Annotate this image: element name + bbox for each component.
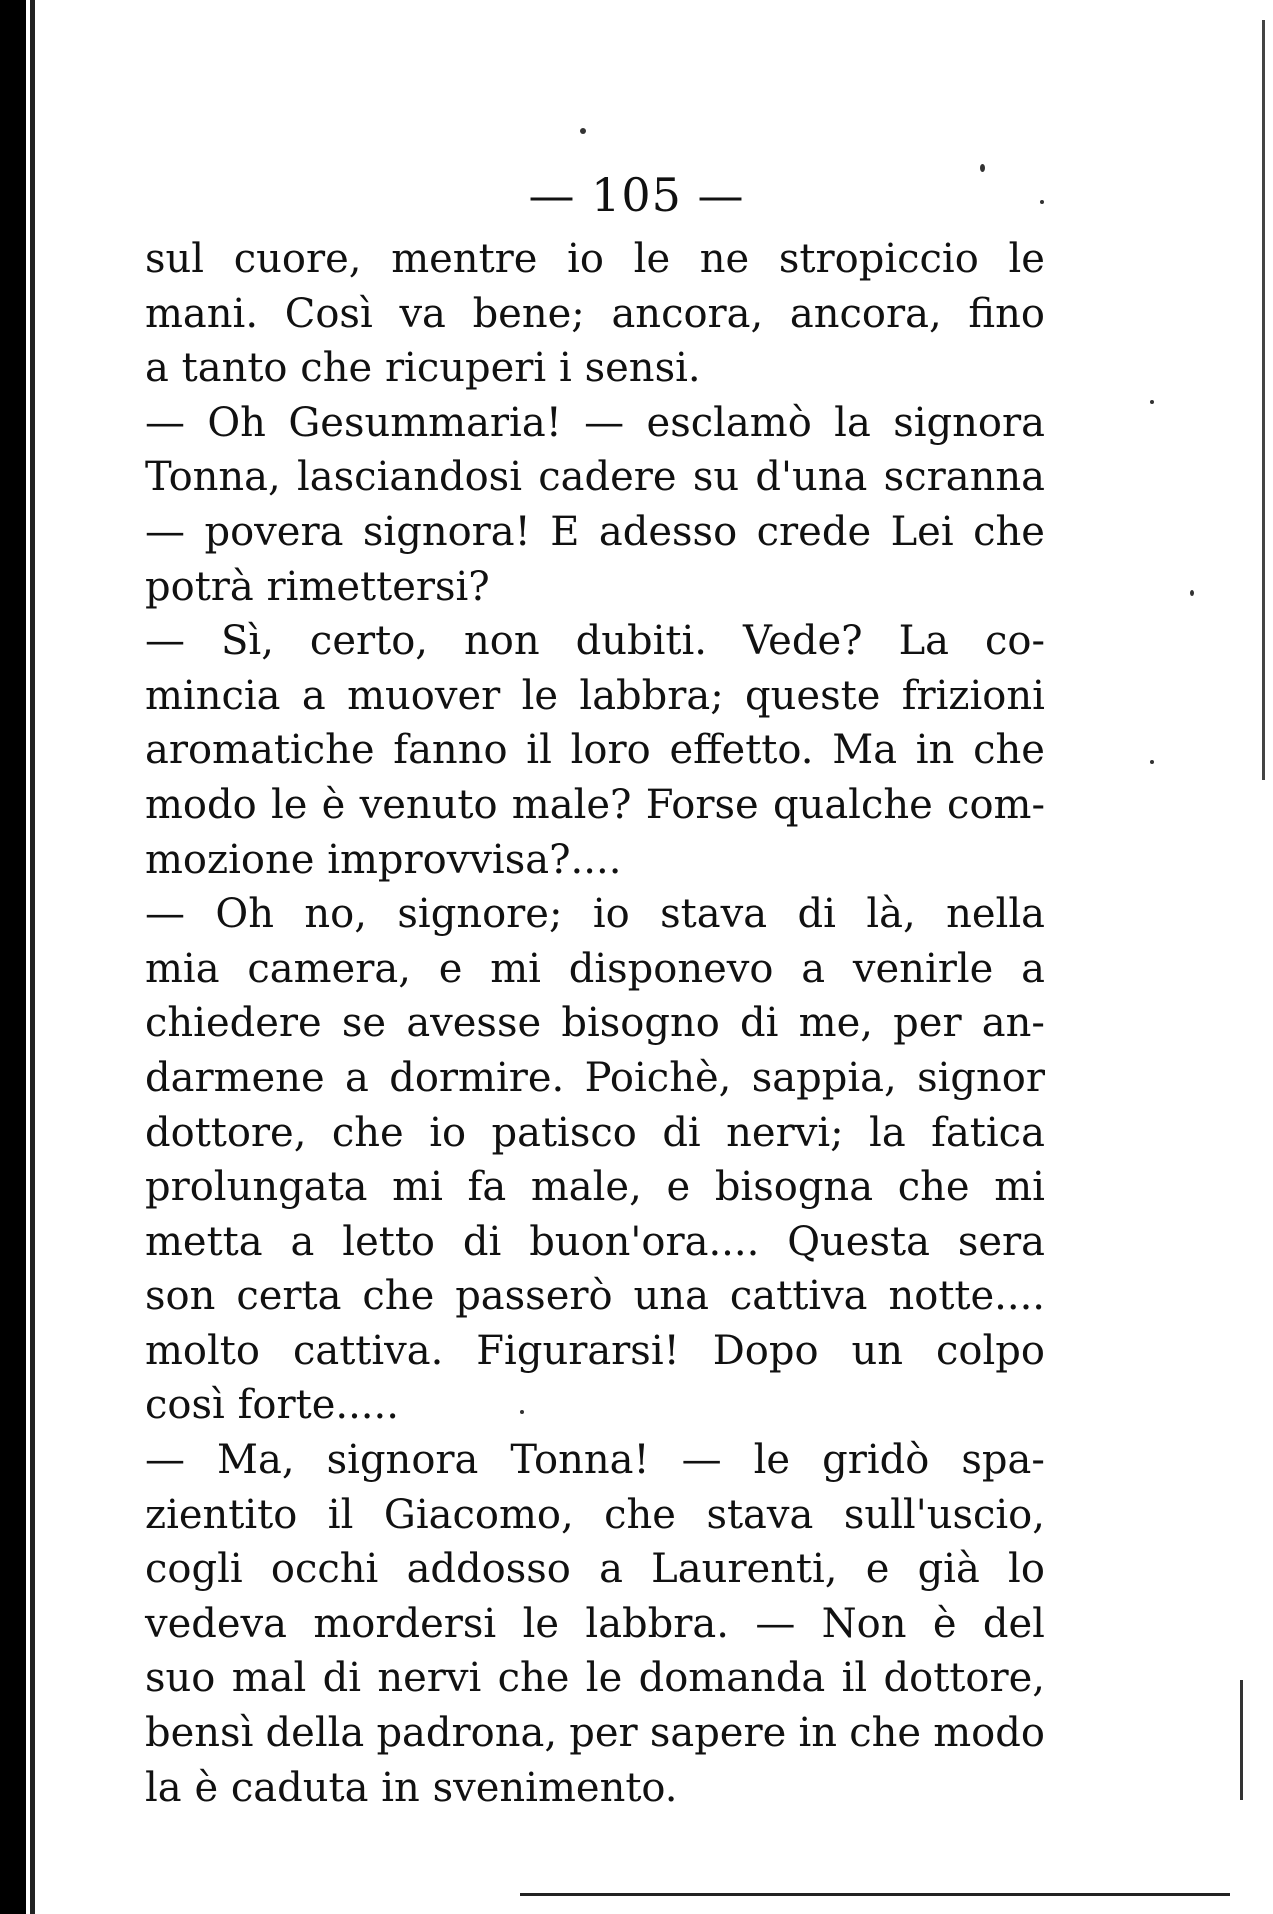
word: lasciandosi (297, 454, 522, 501)
text-line (145, 1324, 1045, 1379)
word: signora (893, 399, 1045, 446)
word: esclamò (646, 399, 812, 446)
word: queste (745, 672, 881, 719)
word: — (145, 891, 185, 938)
page-number: — 105 — (528, 168, 745, 222)
word: nella (946, 891, 1045, 938)
word: che (849, 1710, 922, 1757)
word: — (584, 399, 625, 446)
word: frizioni (901, 672, 1045, 719)
word: venirle (852, 945, 994, 992)
word: male? (511, 781, 632, 828)
word: ne (699, 236, 750, 282)
word: certo, (309, 618, 428, 665)
word: prolungata (145, 1164, 368, 1211)
word: signor (917, 1054, 1045, 1101)
word: il (327, 1491, 354, 1538)
word: sapere (649, 1710, 787, 1757)
text-line (145, 560, 1045, 615)
word: Dopo (712, 1327, 819, 1374)
word: del (982, 1600, 1045, 1647)
word: dottore, (883, 1655, 1045, 1702)
word: io (592, 891, 630, 938)
text-line (145, 1651, 1045, 1706)
word: modo (933, 1710, 1045, 1757)
word: bisogno (561, 1000, 720, 1047)
scan-edge-right (1262, 20, 1265, 780)
word: metta (145, 1218, 263, 1265)
word: notte.... (888, 1273, 1045, 1320)
word: che (604, 1491, 676, 1538)
word: cattiva. (292, 1327, 444, 1374)
word: e (865, 1546, 890, 1593)
text-line (145, 1706, 1045, 1761)
word: — (145, 508, 185, 555)
word: le (633, 236, 671, 282)
word: passerò (455, 1273, 613, 1320)
word: le (522, 1600, 560, 1647)
word: sappia, (751, 1054, 897, 1101)
word: gridò (822, 1437, 930, 1484)
word: a (1021, 945, 1045, 992)
word: modo (145, 781, 257, 828)
text-line (145, 1597, 1045, 1652)
text-line (145, 996, 1045, 1051)
word: signore; (397, 891, 563, 938)
word: aromatiche (145, 727, 375, 774)
word: me, (798, 1000, 873, 1047)
word: Vede? (742, 618, 863, 665)
word: dormire. (389, 1054, 565, 1101)
word: Così (284, 290, 373, 337)
text-line (145, 887, 1045, 942)
scan-speck (580, 128, 586, 134)
word: le (753, 1437, 791, 1484)
word: bene; (472, 290, 585, 337)
word: una (633, 1273, 709, 1320)
word: Tonna! (510, 1437, 650, 1484)
word: cadere (538, 454, 677, 501)
word: mal (231, 1655, 307, 1702)
text-line (145, 1106, 1045, 1161)
text-line (145, 723, 1045, 778)
word: qualche (772, 781, 933, 828)
word: di (322, 1655, 362, 1702)
word: fa (467, 1164, 507, 1211)
word: sera (957, 1218, 1045, 1265)
word: adesso (598, 508, 738, 555)
word: stropiccio (778, 236, 979, 282)
word: mi (490, 945, 541, 992)
word: mentre (391, 236, 538, 282)
word: — (145, 618, 185, 665)
word: crede (756, 508, 872, 555)
word: addosso (406, 1546, 571, 1593)
word: Sì, (221, 618, 274, 665)
word: scranna (883, 454, 1045, 501)
word: spa- (961, 1437, 1045, 1484)
word: — (145, 1437, 185, 1484)
word: stava (660, 891, 768, 938)
word: che (973, 508, 1045, 555)
word: venuto (359, 781, 498, 828)
word: a (801, 945, 826, 992)
word: Ma, (217, 1437, 295, 1484)
word: darmene (145, 1054, 325, 1101)
word: già (917, 1546, 980, 1593)
word: della (265, 1710, 365, 1757)
word: occhi (270, 1546, 379, 1593)
word: il (841, 1655, 868, 1702)
text-line (145, 942, 1045, 997)
word: Non (821, 1600, 907, 1647)
word: mani. (145, 290, 259, 337)
word: buon'ora.... (529, 1218, 760, 1265)
word: — (681, 1437, 722, 1484)
word: Gesummaria! (288, 399, 562, 446)
word: io (429, 1109, 467, 1156)
text-line (145, 287, 1045, 342)
word: mincia (145, 672, 281, 719)
word: di (740, 1000, 779, 1047)
word: a (290, 1218, 315, 1265)
scan-speck (1150, 760, 1154, 764)
word: labbra; (579, 672, 724, 719)
text-line (145, 232, 1045, 287)
word: Giacomo, (383, 1491, 574, 1538)
word: muover (347, 672, 501, 719)
word: di (462, 1218, 502, 1265)
word: di (662, 1109, 701, 1156)
word: mi (392, 1164, 443, 1211)
text-line (145, 833, 1045, 888)
word: svenimento. (432, 1764, 678, 1811)
word: domanda (638, 1655, 826, 1702)
word: Forse (645, 781, 759, 828)
word: su (692, 454, 740, 501)
word: a (344, 1054, 369, 1101)
word: cattiva (729, 1273, 868, 1320)
text-line (145, 778, 1045, 833)
word: bensì (145, 1710, 254, 1757)
word: loro (570, 727, 651, 774)
word: che (973, 727, 1045, 774)
word: labbra. (585, 1600, 729, 1647)
scan-edge-left (0, 0, 26, 1914)
word: patisco (491, 1109, 637, 1156)
text-line (145, 1433, 1045, 1488)
word: lo (1008, 1546, 1045, 1593)
word: che (300, 345, 373, 392)
word: zientito (145, 1491, 298, 1538)
word: dottore, (145, 1109, 307, 1156)
text-line (145, 1160, 1045, 1215)
word: Lei (890, 508, 954, 555)
word: fatica (931, 1109, 1045, 1156)
word: fino (968, 290, 1045, 337)
body-text (145, 232, 1045, 1815)
word: vedeva (145, 1600, 287, 1647)
word: co- (985, 618, 1045, 665)
text-line (145, 669, 1045, 724)
word: così (145, 1382, 225, 1429)
word: che (897, 1164, 970, 1211)
word: va (399, 290, 446, 337)
word: in (381, 1764, 420, 1811)
word: — (145, 399, 185, 446)
word: a (599, 1546, 623, 1593)
word: E (550, 508, 580, 555)
word: male, (530, 1164, 642, 1211)
word: letto (342, 1218, 435, 1265)
word: mozione (145, 836, 315, 883)
word: Tonna, (145, 454, 281, 501)
word: nervi; (726, 1109, 844, 1156)
word: son (145, 1273, 216, 1320)
word: sensi. (584, 345, 701, 392)
word: sul (145, 236, 205, 282)
word: caduta (230, 1764, 369, 1811)
word: no, (304, 891, 367, 938)
word: la (869, 1109, 906, 1156)
word: Oh (215, 891, 274, 938)
word: povera (204, 508, 344, 555)
word: i (559, 345, 572, 392)
text-line (145, 341, 1045, 396)
word: di (797, 891, 836, 938)
word: a (145, 345, 169, 392)
scan-bottom-line (520, 1893, 1230, 1896)
word: che (362, 1273, 435, 1320)
word: effetto. (669, 727, 814, 774)
word: le (585, 1655, 623, 1702)
word: disponevo (568, 945, 774, 992)
word: — (755, 1600, 796, 1647)
word: nervi (377, 1655, 482, 1702)
word: dubiti. (575, 618, 707, 665)
word: ancora, (789, 290, 942, 337)
word: in (798, 1710, 838, 1757)
word: suo (145, 1655, 216, 1702)
word: rimettersi? (266, 563, 490, 610)
word: chiedere (145, 1000, 322, 1047)
word: an- (981, 1000, 1045, 1047)
word: d'una (755, 454, 868, 501)
word: a (301, 672, 326, 719)
word: un (851, 1327, 904, 1374)
word: padrona, (376, 1710, 558, 1757)
word: tanto (181, 345, 288, 392)
word: potrà (145, 563, 254, 610)
word: colpo (936, 1327, 1045, 1374)
word: camera, (247, 945, 411, 992)
word: e (666, 1164, 691, 1211)
text-line (145, 1215, 1045, 1270)
text-line (145, 505, 1045, 560)
scan-speck (1150, 400, 1154, 404)
word: io (567, 236, 604, 282)
text-line (145, 1269, 1045, 1324)
word: improvvisa?.... (327, 836, 622, 883)
word: stava (706, 1491, 814, 1538)
word: là, (866, 891, 916, 938)
word: bisogna (714, 1164, 874, 1211)
word: il (526, 727, 552, 774)
word: per (569, 1710, 638, 1757)
word: Oh (207, 399, 266, 446)
word: signora! (362, 508, 531, 555)
text-line (145, 396, 1045, 451)
text-line (145, 1542, 1045, 1597)
word: se (341, 1000, 387, 1047)
word: le (521, 672, 559, 719)
word: le (1008, 236, 1045, 282)
word: sull'uscio, (843, 1491, 1045, 1538)
word: che (331, 1109, 404, 1156)
word: com- (947, 781, 1045, 828)
word: Ma (832, 727, 898, 774)
word: Questa (787, 1218, 930, 1265)
word: Figurarsi! (476, 1327, 680, 1374)
scan-speck (1190, 590, 1194, 596)
word: signora (326, 1437, 479, 1484)
text-line (145, 1488, 1045, 1543)
word: molto (145, 1327, 260, 1374)
word: la (834, 399, 871, 446)
word: in (915, 727, 955, 774)
word: ancora, (611, 290, 764, 337)
word: e (438, 945, 463, 992)
word: le (270, 781, 308, 828)
word: è (321, 781, 346, 828)
word: forte..... (237, 1382, 399, 1429)
scan-edge-right-lower (1240, 1680, 1243, 1800)
word: non (464, 618, 540, 665)
text-line (145, 450, 1045, 505)
text-line (145, 1378, 1045, 1433)
scan-edge-left-inner (30, 0, 35, 1914)
text-line (145, 1761, 1045, 1816)
word: cogli (145, 1546, 243, 1593)
word: fanno (393, 727, 508, 774)
word: Poichè, (584, 1054, 732, 1101)
word: mia (145, 945, 220, 992)
word: Laurenti, (651, 1546, 838, 1593)
word: ricuperi (384, 345, 547, 392)
word: per (893, 1000, 962, 1047)
word: mordersi (313, 1600, 497, 1647)
word: la (145, 1764, 182, 1811)
word: cuore, (233, 236, 362, 282)
word: è (194, 1764, 219, 1811)
word: è (932, 1600, 957, 1647)
text-line (145, 1051, 1045, 1106)
word: certa (236, 1273, 342, 1320)
word: La (898, 618, 949, 665)
word: mi (994, 1164, 1045, 1211)
word: avesse (406, 1000, 542, 1047)
word: che (497, 1655, 570, 1702)
text-line (145, 614, 1045, 669)
